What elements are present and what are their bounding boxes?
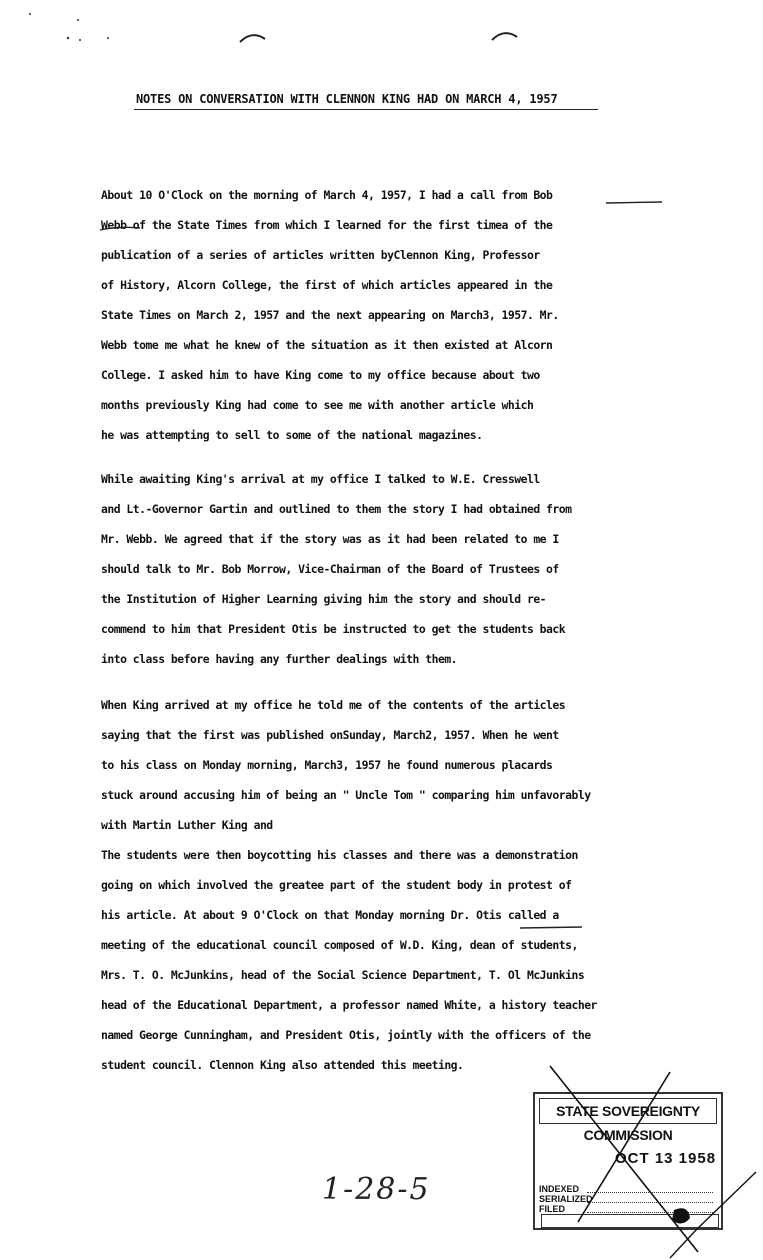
text-line: going on which involved the greatee part of the student body in protest of xyxy=(101,878,572,892)
text-line: months previously King had come to see me with another article which xyxy=(101,398,534,412)
text-line: stuck around accusing him of being an " Uncle Tom " comparing him unfavorably xyxy=(101,788,591,802)
text-line: While awaiting King's arrival at my office I talked to W.E. Cresswell xyxy=(101,472,540,486)
text-line: When King arrived at my office he told me of the contents of the articles xyxy=(101,698,566,712)
document-title: NOTES ON CONVERSATION WITH CLENNON KING HAD ON MARCH 4, 1957 xyxy=(136,92,558,106)
text-line: The students were then boycotting his classes and there was a demonstration xyxy=(101,848,578,862)
text-line: should talk to Mr. Bob Morrow, Vice-Chairman of the Board of Trustees of xyxy=(101,562,559,576)
paragraph-3 xyxy=(101,690,691,1080)
text-line: State Times on March 2, 1957 and the next appearing on March3, 1957. Mr. xyxy=(101,308,559,322)
stamp-heading: STATE SOVEREIGNTY COMMISSION xyxy=(539,1098,717,1124)
paragraph-2 xyxy=(101,464,691,674)
text-line: named George Cunningham, and President Otis, jointly with the officers of the xyxy=(101,1028,591,1042)
punch-hole-mark-left xyxy=(238,30,268,44)
text-line: Mr. Webb. We agreed that if the story was as it had been related to me I xyxy=(101,532,559,546)
text-line: commend to him that President Otis be instructed to get the students back xyxy=(101,622,566,636)
stamp-date: OCT 13 1958 xyxy=(615,1150,717,1167)
specks-mark xyxy=(28,8,118,48)
text-line: Webb of the State Times from which I learned for the first timea of the xyxy=(101,218,553,232)
text-line: Webb tome me what he knew of the situation as it then existed at Alcorn xyxy=(101,338,553,352)
text-line: his article. At about 9 O'Clock on that Monday morning Dr. Otis called a xyxy=(101,908,559,922)
text-line: head of the Educational Department, a professor named White, a history teacher xyxy=(101,998,597,1012)
text-line: Mrs. T. O. McJunkins, head of the Social Science Department, T. Ol McJunkins xyxy=(101,968,585,982)
text-line: About 10 O'Clock on the morning of March 4, 1957, I had a call from Bob xyxy=(101,188,553,202)
text-line: of History, Alcorn College, the first of which articles appeared in the xyxy=(101,278,553,292)
text-line: into class before having any further dealings with them. xyxy=(101,652,458,666)
stamp-row-indexed: INDEXED xyxy=(539,1184,580,1194)
text-line: and Lt.-Governor Gartin and outlined to them the story I had obtained from xyxy=(101,502,572,516)
title-underline xyxy=(134,109,598,110)
text-line: with Martin Luther King and xyxy=(101,818,273,832)
handwritten-file-number: 1-28-5 xyxy=(322,1172,431,1207)
stamp-row-filed: FILED xyxy=(539,1204,565,1214)
stamp-cross-out-mark xyxy=(520,1062,760,1260)
text-line: meeting of the educational council composed of W.D. King, dean of students, xyxy=(101,938,578,952)
text-line: publication of a series of articles written byClennon King, Professor xyxy=(101,248,540,262)
handwritten-underline xyxy=(518,924,588,932)
stamp-row-serialized: SERIALIZED xyxy=(539,1194,593,1204)
text-line: the Institution of Higher Learning giving him the story and should re- xyxy=(101,592,547,606)
text-line: student council. Clennon King also attended this meeting. xyxy=(101,1058,464,1072)
text-line: saying that the first was published onSunday, March2, 1957. When he went xyxy=(101,728,559,742)
handwritten-underline xyxy=(96,196,666,236)
text-line: to his class on Monday morning, March3, 1957 he found numerous placards xyxy=(101,758,553,772)
punch-hole-mark-right xyxy=(490,28,520,42)
text-line: College. I asked him to have King come to my office because about two xyxy=(101,368,540,382)
text-line: he was attempting to sell to some of the national magazines. xyxy=(101,428,483,442)
